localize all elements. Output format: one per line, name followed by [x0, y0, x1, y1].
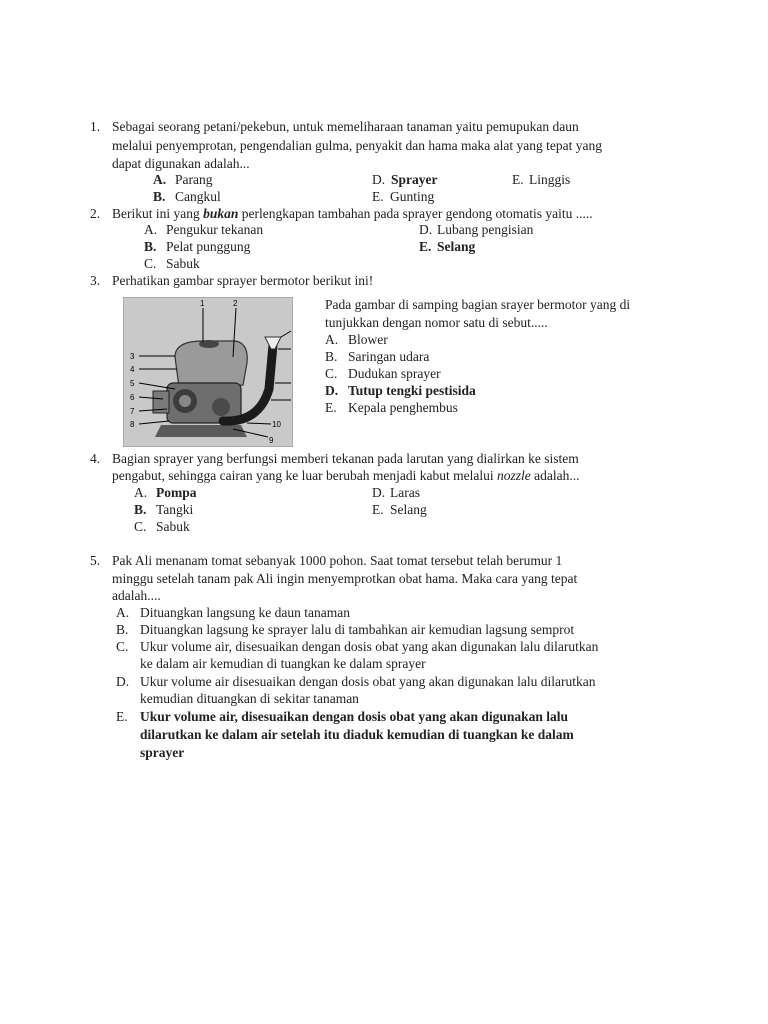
- figure-label-5: 5: [130, 379, 135, 388]
- q5-line-1: Pak Ali menanam tomat sebanyak 1000 pohon. Saat tomat tersebut telah berumur 1: [112, 553, 563, 568]
- q1-option-a-text: Parang: [175, 172, 213, 187]
- q5-option-b-letter: B.: [116, 622, 129, 637]
- q3-side-line-1: Pada gambar di samping bagian srayer bermotor yang di: [325, 297, 631, 312]
- q3-option-c-letter: C.: [325, 366, 338, 381]
- q4-line-2-suffix: adalah...: [530, 468, 580, 483]
- q4-option-b-letter: B.: [134, 502, 147, 517]
- q5-option-d-line-2: kemudian dituangkan di sekitar tanaman: [140, 691, 359, 706]
- q4-option-d-text: Laras: [390, 485, 420, 500]
- q5-option-d-line-1: Ukur volume air disesuaikan dengan dosis obat yang akan digunakan lalu dilarutkan: [140, 674, 596, 689]
- figure-label-10: 10: [272, 420, 281, 429]
- figure-label-1: 1: [200, 299, 205, 308]
- q3-option-d-letter: D.: [325, 383, 339, 398]
- q3-option-d-text: Tutup tengki pestisida: [348, 383, 476, 398]
- q4-option-a-letter: A.: [134, 485, 148, 500]
- q3-number: 3.: [90, 273, 101, 288]
- q4-line-2-prefix: pengabut, sehingga cairan yang ke luar berubah menjadi kabut melalui: [112, 468, 497, 483]
- q1-option-e-letter: E.: [372, 189, 384, 204]
- q2-stem: [112, 205, 593, 222]
- q1-option-e-text: Gunting: [390, 189, 435, 204]
- q2-option-a-text: Pengukur tekanan: [166, 222, 264, 237]
- q5-option-e-line-1: Ukur volume air, disesuaikan dengan dosis obat yang akan digunakan lalu: [140, 709, 569, 724]
- q4-option-a-text: Pompa: [156, 485, 197, 500]
- q1-option-e2-text: Linggis: [529, 172, 571, 187]
- q2-option-d-letter: D.: [419, 222, 433, 237]
- q2-option-b-letter: B.: [144, 239, 157, 254]
- q2-option-e-text: Selang: [437, 239, 476, 254]
- q5-line-2: minggu setelah tanam pak Ali ingin menyemprotkan obat hama. Maka cara yang tepat: [112, 571, 578, 586]
- figure-label-4: 4: [130, 365, 135, 374]
- q1-option-b-letter: B.: [153, 189, 166, 204]
- q4-line-1: Bagian sprayer yang berfungsi memberi tekanan pada larutan yang dialirkan ke sistem: [112, 451, 579, 466]
- figure-label-7: 7: [130, 407, 135, 416]
- q5-option-a-text: Dituangkan langsung ke daun tanaman: [140, 605, 350, 620]
- q5-number: 5.: [90, 553, 101, 568]
- q4-option-c-letter: C.: [134, 519, 147, 534]
- q5-option-c-line-1: Ukur volume air, disesuaikan dengan dosis obat yang akan digunakan lalu dilarutkan: [140, 639, 599, 654]
- q5-option-e-line-2: dilarutkan ke dalam air setelah itu diaduk kemudian di tuangkan ke dalam: [140, 727, 574, 742]
- q3-option-c-text: Dudukan sprayer: [348, 366, 441, 381]
- q1-option-e2-letter: E.: [512, 172, 524, 187]
- q4-option-c-text: Sabuk: [156, 519, 190, 534]
- q5-option-d-letter: D.: [116, 674, 130, 689]
- q5-option-a-letter: A.: [116, 605, 130, 620]
- q2-option-d-text: Lubang pengisian: [437, 222, 534, 237]
- q2-option-b-text: Pelat punggung: [166, 239, 251, 254]
- q5-line-3: adalah....: [112, 588, 161, 603]
- q3-side-line-2: tunjukkan dengan nomor satu di sebut.....: [325, 315, 548, 330]
- q1-option-a-letter: A.: [153, 172, 167, 187]
- q5-option-c-letter: C.: [116, 639, 129, 654]
- q3-option-e-letter: E.: [325, 400, 337, 415]
- q3-line: Perhatikan gambar sprayer bermotor berikut ini!: [112, 273, 374, 288]
- q1-option-b-text: Cangkul: [175, 189, 221, 204]
- q4-option-b-text: Tangki: [156, 502, 194, 517]
- q4-option-e-text: Selang: [390, 502, 427, 517]
- q2-option-a-letter: A.: [144, 222, 158, 237]
- q1-line-3: dapat digunakan adalah...: [112, 156, 250, 171]
- q2-option-c-letter: C.: [144, 256, 157, 271]
- q1-line-2: melalui penyemprotan, pengendalian gulma, penyakit dan hama maka alat yang tepat yang: [112, 138, 602, 153]
- q4-line-2-emphasis: nozzle: [497, 468, 531, 483]
- motor-sprayer-figure: [123, 297, 293, 447]
- q4-number: 4.: [90, 451, 101, 466]
- q1-line-1: Sebagai seorang petani/pekebun, untuk memeliharaan tanaman yaitu pemupukan daun: [112, 119, 579, 134]
- q5-option-c-line-2: ke dalam air kemudian di tuangkan ke dalam sprayer: [140, 656, 426, 671]
- figure-label-6: 6: [130, 393, 135, 402]
- q2-option-c-text: Sabuk: [166, 256, 200, 271]
- q5-option-b-text: Dituangkan lagsung ke sprayer lalu di tambahkan air kemudian lagsung semprot: [140, 622, 575, 637]
- figure-label-3: 3: [130, 352, 135, 361]
- q2-number: 2.: [90, 206, 101, 221]
- q1-option-d-letter: D.: [372, 172, 386, 187]
- q5-option-e-letter: E.: [116, 709, 128, 724]
- q2-option-e-letter: E.: [419, 239, 432, 254]
- q4-line-2: [112, 467, 579, 484]
- q1-number: 1.: [90, 119, 101, 134]
- q2-stem-emphasis: bukan: [203, 206, 239, 221]
- q3-option-a-text: Blower: [348, 332, 388, 347]
- q4-option-e-letter: E.: [372, 502, 384, 517]
- q2-stem-prefix: Berikut ini yang: [112, 206, 204, 221]
- figure-label-8: 8: [130, 420, 135, 429]
- q5-option-e-line-3: sprayer: [140, 745, 185, 760]
- q4-option-d-letter: D.: [372, 485, 386, 500]
- q3-option-b-letter: B.: [325, 349, 338, 364]
- figure-label-2: 2: [233, 299, 238, 308]
- q3-option-b-text: Saringan udara: [348, 349, 430, 364]
- figure-label-9: 9: [269, 436, 274, 445]
- q3-option-e-text: Kepala penghembus: [348, 400, 458, 415]
- q2-stem-suffix: perlengkapan tambahan pada sprayer gendong otomatis yaitu .....: [238, 206, 593, 221]
- q3-option-a-letter: A.: [325, 332, 339, 347]
- q1-option-d-text: Sprayer: [391, 172, 438, 187]
